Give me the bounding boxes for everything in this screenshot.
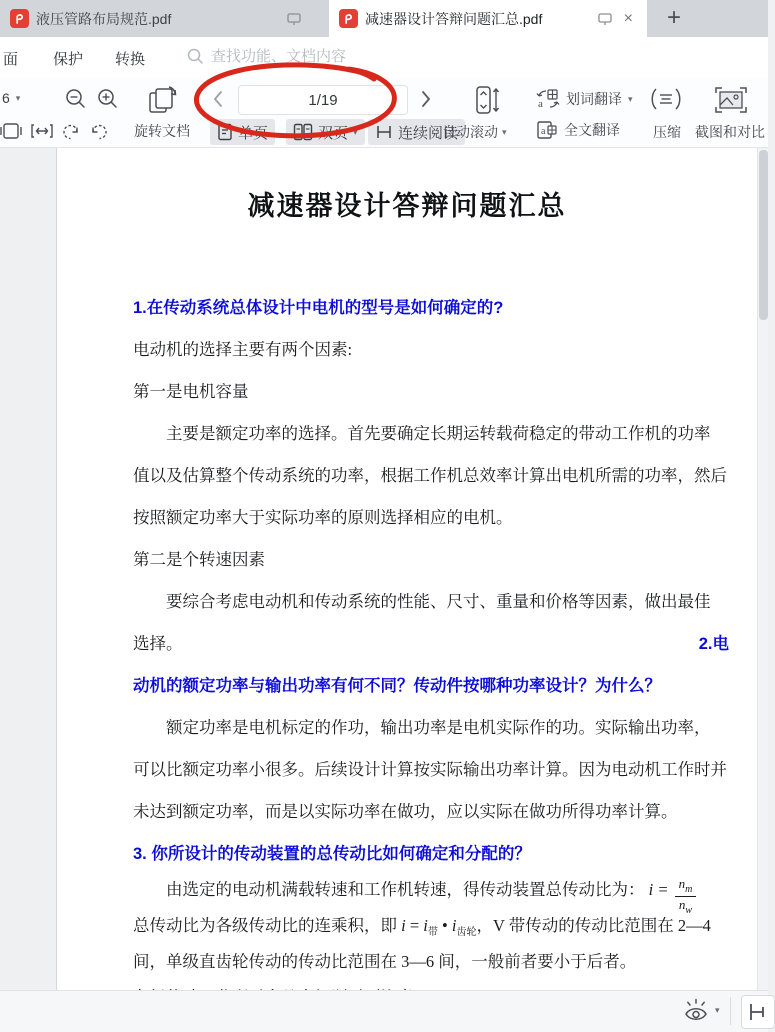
- doc-text-line: 第二是个转速因素: [133, 550, 265, 569]
- chevron-down-icon: ▾: [502, 126, 507, 137]
- compress-label: 压缩: [653, 124, 681, 140]
- status-bar: [0, 990, 768, 1032]
- zoom-level-select[interactable]: [2, 90, 20, 106]
- full-translate-button[interactable]: [536, 120, 620, 140]
- scrollbar-thumb[interactable]: [759, 150, 768, 320]
- doc-text-line: 电动机的选择主要有两个因素:: [133, 340, 353, 359]
- single-page-label: 单页: [238, 124, 269, 142]
- svg-text:a: a: [538, 98, 543, 110]
- new-tab-button[interactable]: +: [666, 4, 681, 31]
- double-page-label: 双页: [318, 124, 349, 142]
- svg-text:a: a: [541, 126, 546, 137]
- prev-page-button[interactable]: [212, 90, 224, 108]
- doc-text-line: 由选定的电动机满载转速和工作机转速，得传动装置总传动比为： i = $\frac{n_m}{n_w}$: [133, 876, 729, 912]
- statusbar-divider: [730, 997, 731, 1025]
- doc-text-line: 可以比额定功率小很多。后续设计计算按实际输出功率计算。因为电动机工作时并: [133, 760, 727, 779]
- crop-page-icon[interactable]: [0, 121, 22, 141]
- single-page-button[interactable]: [210, 119, 275, 145]
- zoom-out-button[interactable]: [64, 87, 88, 111]
- search-placeholder: 查找功能、文档内容: [211, 48, 347, 65]
- pdf-file-icon: [339, 9, 358, 28]
- double-page-button[interactable]: [286, 119, 365, 145]
- rotate-document-button[interactable]: [128, 83, 196, 143]
- screenshot-compare-label: 截图和对比: [695, 124, 765, 140]
- doc-text-line: 按照额定功率大于实际功率的原则选择相应的电机。: [133, 508, 513, 527]
- doc-text-line: 值以及估算整个传动系统的功率，根据工作机总效率计算出电机所需的功率，然后: [133, 466, 727, 485]
- auto-scroll-button[interactable]: [442, 122, 507, 142]
- tab-reducer-pdf[interactable]: [329, 0, 647, 37]
- doc-text-line: 总传动比为各级传动比的连乘积，即 $i = i_带$ • $i_{齿轮}$，V 带传动的传动比范围在 2—4: [133, 916, 711, 938]
- search-input[interactable]: [186, 45, 346, 66]
- read-mode-button[interactable]: [741, 995, 775, 1029]
- doc-text-line: 额定功率是电机标定的作功，输出功率是电机实际作的功。实际输出功率，: [166, 718, 711, 737]
- monitor-icon[interactable]: [597, 12, 613, 26]
- page-indicator-value: 1/19: [308, 91, 338, 109]
- question-heading: 动机的额定功率与输出功率有何不同？传动件按哪种功率设计？为什么？: [133, 677, 661, 695]
- full-translate-label: 全文翻译: [564, 122, 620, 138]
- doc-text-line: 第一是电机容量: [133, 382, 249, 401]
- tab-bar: [0, 0, 768, 37]
- double-page-icon: [293, 123, 313, 141]
- rotate-document-label: 旋转文档: [134, 123, 190, 139]
- full-translate-icon: [536, 120, 558, 140]
- chevron-down-icon: ▾: [353, 126, 358, 137]
- rotate-document-icon: [145, 85, 179, 117]
- menu-bar: [0, 37, 768, 78]
- tab-hydraulic-pdf[interactable]: [0, 0, 312, 37]
- word-translate-icon: [536, 88, 560, 110]
- menu-item-convert[interactable]: 转换: [115, 51, 146, 68]
- rotate-left-icon[interactable]: [60, 121, 82, 141]
- pdf-file-icon: [10, 9, 29, 28]
- auto-scroll-icon: [472, 84, 502, 116]
- doc-text-line: 间，单级直齿轮传动的传动比范围在 3—6 间，一般前者要小于后者。: [133, 952, 637, 971]
- word-translate-button[interactable]: [536, 88, 633, 110]
- page-indicator-input[interactable]: [238, 85, 408, 115]
- document-lines: [133, 294, 729, 1020]
- zoom-in-button[interactable]: [96, 87, 120, 111]
- monitor-icon[interactable]: [286, 12, 302, 26]
- rotate-right-icon[interactable]: [88, 121, 110, 141]
- close-icon[interactable]: ×: [623, 9, 633, 27]
- read-mode-icon: [748, 1002, 768, 1022]
- next-page-button[interactable]: [420, 90, 432, 108]
- single-page-icon: [217, 123, 233, 141]
- question-heading: 3. 你所设计的传动装置的总传动比如何确定和分配的？: [133, 845, 531, 863]
- zoom-level-value: 6: [2, 90, 10, 106]
- eye-protection-button[interactable]: [682, 997, 720, 1023]
- screenshot-compare-button[interactable]: [692, 122, 768, 142]
- menu-item-protect[interactable]: 保护: [53, 51, 84, 68]
- tab-title: 液压管路布局规范.pdf: [36, 10, 172, 27]
- vertical-scrollbar[interactable]: [757, 148, 768, 990]
- eye-protection-icon: [682, 997, 710, 1023]
- pdf-page: [57, 148, 757, 990]
- document-title: 减速器设计答辩问题汇总: [247, 191, 567, 221]
- document-area: [0, 148, 768, 990]
- chevron-down-icon: ▾: [628, 93, 633, 104]
- menu-item-page[interactable]: 面: [3, 51, 19, 68]
- word-translate-label: 划词翻译: [566, 91, 622, 107]
- doc-text-line: 选择。 2.电: [133, 634, 729, 653]
- continuous-read-label: 连续阅读: [398, 124, 459, 142]
- fit-width-icon[interactable]: [30, 121, 54, 141]
- screenshot-compare-icon: [714, 85, 748, 115]
- doc-text-line: 未达到额定功率，而是以实际功率在做功，应以实际在做功所得功率计算。: [133, 802, 678, 821]
- tab-title: 减速器设计答辩问题汇总.pdf: [365, 10, 543, 27]
- doc-text-line: 要综合考虑电动机和传动系统的性能、尺寸、重量和价格等因素，做出最佳: [166, 592, 711, 611]
- toolbar: [0, 78, 768, 148]
- auto-scroll-label: 自动滚动: [442, 124, 498, 140]
- question-heading: 1.在传动系统总体设计中电机的型号是如何确定的?: [133, 299, 504, 317]
- chevron-down-icon: ▾: [715, 1004, 720, 1015]
- search-icon: [186, 47, 204, 65]
- chevron-down-icon: ▾: [15, 92, 21, 103]
- continuous-read-icon: [375, 123, 393, 141]
- compress-button[interactable]: [650, 122, 684, 142]
- doc-text-line: 主要是额定功率的选择。首先要确定长期运转载荷稳定的带动工作机的功率: [166, 424, 711, 443]
- compress-icon: [648, 87, 684, 111]
